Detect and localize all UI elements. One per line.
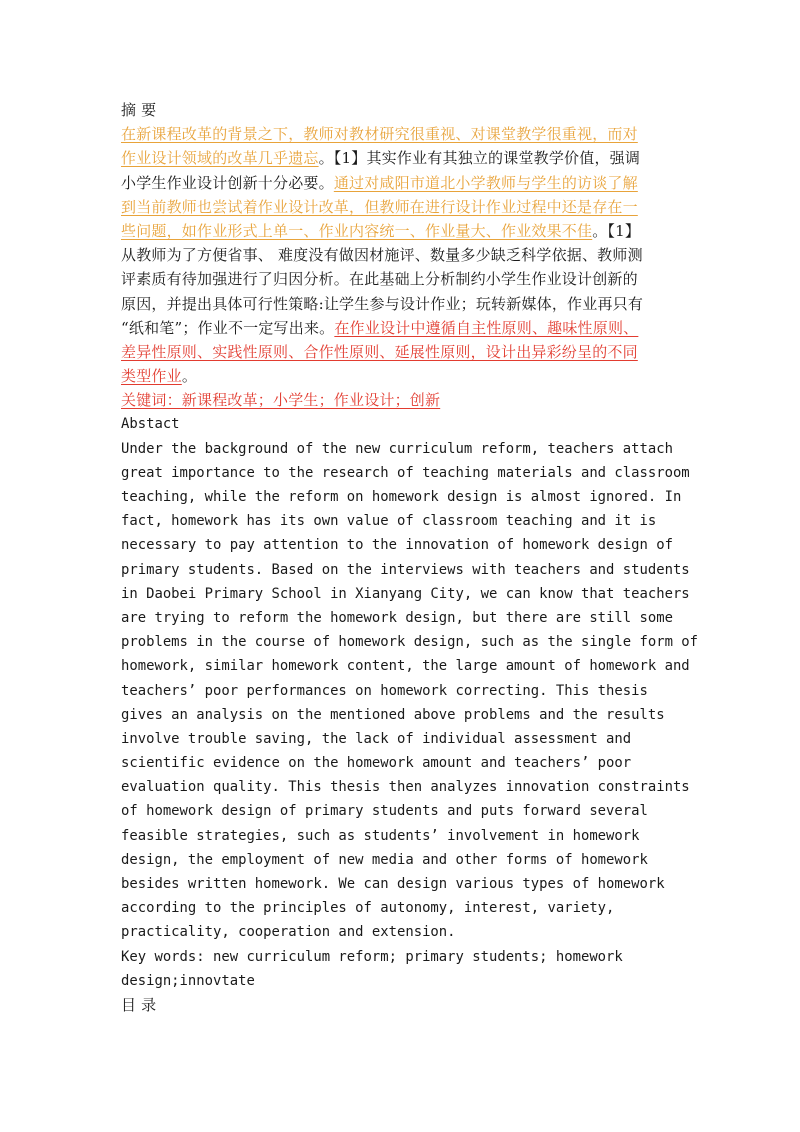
highlighted-text: 些问题，如作业形式上单一、作业内容统一、作业量大、作业效果不佳 [121, 221, 593, 240]
keywords-cn: 关键词：新课程改革；小学生；作业设计；创新 [121, 391, 441, 410]
abstract-en-line: scientific evidence on the homework amount and teachers’ poor [121, 755, 632, 772]
abstract-en-line: of homework design of primary students and puts forward several [121, 803, 648, 820]
highlighted-text: 在作业设计中遵循自主性原则、趣味性原则、 [334, 318, 639, 337]
abstract-en-line: according to the principles of autonomy, interest, variety, [121, 900, 615, 917]
keywords-en-line-2: design;innovtate [121, 972, 255, 989]
highlighted-text: 差异性原则、实践性原则、合作性原则、延展性原则，设计出异彩纷呈的不同 [121, 342, 638, 361]
abstract-en-line: besides written homework. We can design various types of homework [121, 876, 665, 892]
abstract-cn-line [121, 267, 691, 291]
abstract-en-line: fact, homework has its own value of classroom teaching and it is [121, 513, 657, 530]
body-text: 从教师为了方便省事、 难度没有做因材施评、数量多少缺乏科学依据、教师测 [121, 246, 643, 265]
abstract-en-line: Under the background of the new curriculum reform, teachers attach [121, 440, 673, 457]
abstract-en-line: involve trouble saving, the lack of individual assessment and [121, 730, 632, 747]
abstract-en-line: teachers’ poor performances on homework correcting. This thesis [121, 682, 648, 699]
abstract-cn-line [121, 340, 691, 364]
abstract-cn-line [121, 316, 691, 340]
abstract-en-heading: Abstact [121, 416, 180, 433]
abstract-en-line: evaluation quality. This thesis then analyzes innovation constraints [121, 779, 690, 796]
abstract-en-line: teaching, while the reform on homework design is almost ignored. In [121, 489, 682, 505]
abstract-en-body [121, 437, 699, 945]
body-text: 评素质有待加强进行了归因分析。在此基础上分析制约小学生作业设计创新的 [121, 270, 638, 289]
abstract-cn-line [121, 195, 691, 219]
body-text: “纸和笔”；作业不一定写出来。 [121, 318, 335, 337]
abstract-cn-body [121, 122, 691, 388]
abstract-en-line: gives an analysis on the mentioned above problems and the results [121, 706, 665, 723]
abstract-en-line: are trying to reform the homework design, but there are still some [121, 609, 673, 626]
abstract-cn-line [121, 146, 691, 170]
body-text: 原因，并提出具体可行性策略:让学生参与设计作业；玩转新媒体，作业再只有 [121, 294, 644, 313]
abstract-en-line: problems in the course of homework design, such as the single form of [121, 634, 699, 651]
highlighted-text: 在新课程改革的背景之下，教师对教材研究很重视、对课堂教学很重视，而对 [121, 125, 638, 144]
abstract-cn-heading: 摘 要 [121, 101, 157, 119]
abstract-en-line: feasible strategies, such as students’ involvement in homework [121, 827, 640, 844]
abstract-en-line: practicality, cooperation and extension. [121, 924, 456, 941]
body-text: 。 [181, 367, 198, 386]
abstract-cn-line [121, 292, 691, 316]
abstract-cn-line [121, 171, 691, 195]
keywords-en-line-1: Key words: new curriculum reform; primary students; homework [121, 948, 623, 965]
abstract-cn-line [121, 219, 691, 243]
abstract-en-line: primary students. Based on the interviews with teachers and students [121, 561, 690, 578]
body-text: 。【1】 [592, 221, 641, 240]
abstract-en-line: in Daobei Primary School in Xianyang City, we can know that teachers [121, 585, 690, 602]
toc-heading: 目 录 [121, 995, 157, 1014]
abstract-cn-line [121, 364, 691, 388]
highlighted-text: 通过对咸阳市道北小学教师与学生的访谈了解 [333, 173, 638, 192]
abstract-cn-line [121, 243, 691, 267]
abstract-en-line: great importance to the research of teaching materials and classroom [121, 464, 690, 481]
body-text: 。【1】其实作业有其独立的课堂教学价值，强调 [318, 149, 641, 168]
highlighted-text: 类型作业 [121, 367, 182, 386]
abstract-en-line: homework, similar homework content, the large amount of homework and [121, 658, 690, 675]
highlighted-text: 到当前教师也尝试着作业设计改革，但教师在进行设计作业过程中还是存在一 [121, 197, 638, 216]
highlighted-text: 作业设计领域的改革几乎遗忘 [121, 149, 319, 168]
abstract-cn-line [121, 122, 691, 146]
abstract-en-line: necessary to pay attention to the innovation of homework design of [121, 537, 673, 554]
body-text: 小学生作业设计创新十分必要。 [121, 173, 334, 192]
abstract-en-line: design, the employment of new media and other forms of homework [121, 851, 648, 868]
document-page [121, 98, 699, 1017]
